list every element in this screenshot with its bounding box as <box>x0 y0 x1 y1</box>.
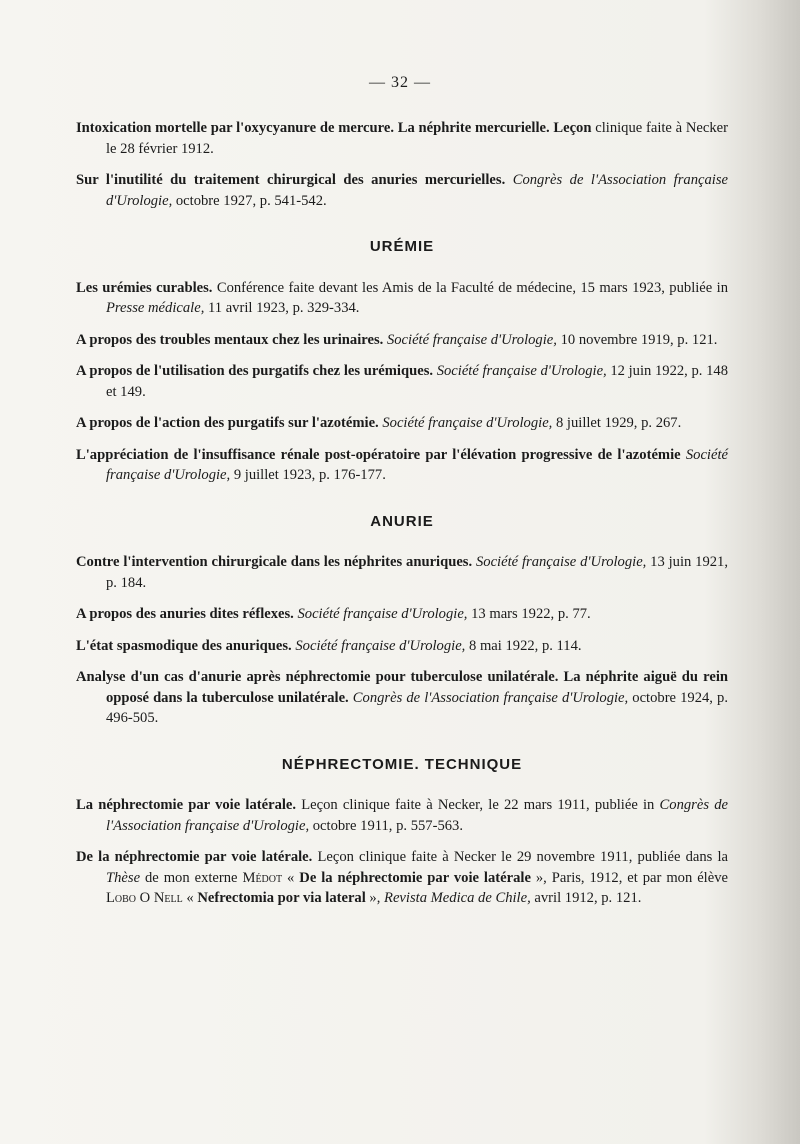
entry-nephrites-anuriques: Contre l'intervention chirurgicale dans les néphrites anuriques. Société française d'Urologie, 13 juin 1921, p. 184. <box>76 554 728 591</box>
section-nephrectomie <box>76 795 728 909</box>
page-number: — 32 — <box>369 74 431 91</box>
heading-anurie: ANURIE <box>370 512 434 530</box>
section-anurie <box>76 552 728 729</box>
entry-anuries-reflexes: A propos des anuries dites réflexes. Société française d'Urologie, 13 mars 1922, p. 77. <box>76 606 591 622</box>
bibliography-content <box>76 118 728 920</box>
heading-nephrectomie: NÉPHRECTOMIE. TECHNIQUE <box>281 755 523 773</box>
entry-etat-spasmodique: L'état spasmodique des anuriques. Société française d'Urologie, 8 mai 1922, p. 114. <box>76 637 582 654</box>
entry-anuries-mercurielles: Sur l'inutilité du traitement chirurgical des anuries mercurielles. Congrès de l'Association française d'Urologie, octobre 1927, p. 541-542. <box>76 172 729 209</box>
entry-nephrectomie-1911: La néphrectomie par voie latérale. Leçon clinique faite à Necker, le 22 mars 1911, publiée in Congrès de l'Association française d'Urologie, octobre 1911, p. 557-563. <box>76 797 728 834</box>
entry-troubles-mentaux: A propos des troubles mentaux chez les urinaires. Société française d'Urologie, 10 novembre 1919, p. 121. <box>76 331 718 348</box>
entry-uremies-curables: Les urémies curables. Conférence faite devant les Amis de la Faculté de médecine, 15 mars 1923, publiée in Presse médicale, 11 avril 1923, p. 329-334. <box>76 279 728 316</box>
entry-insuffisance-renale: L'appréciation de l'insuffisance rénale post-opératoire par l'élévation progressive de l'azotémie Société française d'Urologie, 9 juillet 1923, p. 176-177. <box>76 446 728 483</box>
entry-purgatifs-azotemie: A propos de l'action des purgatifs sur l'azotémie. Société française d'Urologie, 8 juillet 1929, p. 267. <box>76 415 682 431</box>
section-intro <box>76 118 728 211</box>
entry-purgatifs-uremiques: A propos de l'utilisation des purgatifs chez les urémiques. Société française d'Urologie, 12 juin 1922, p. 148 et 149. <box>76 363 728 400</box>
section-uremie <box>76 278 728 486</box>
entry-intoxication: Intoxication mortelle par l'oxycyanure de mercure. La néphrite mercurielle. Leçon clinique faite à Necker le 28 février 1912. <box>76 120 729 157</box>
entry-analyse-anurie: Analyse d'un cas d'anurie après néphrectomie pour tuberculose unilatérale. La néphrite aiguë du rein opposé dans la tuberculose unilatérale. Congrès de l'Association française d'Urologie, octobre 1924, p. 496-505. <box>76 669 728 726</box>
entry-nephrectomie-these: De la néphrectomie par voie latérale. Leçon clinique faite à Necker le 29 novembre 1911, publiée dans la Thèse de mon externe Médot « De la néphrectomie par voie latérale », Paris, 1912, et par mon élève Lobo O Nell « Nefrectomia por via lateral », Revista Medica de Chile, avril 1912, p. 121. <box>76 849 728 906</box>
heading-uremie: URÉMIE <box>369 238 435 255</box>
